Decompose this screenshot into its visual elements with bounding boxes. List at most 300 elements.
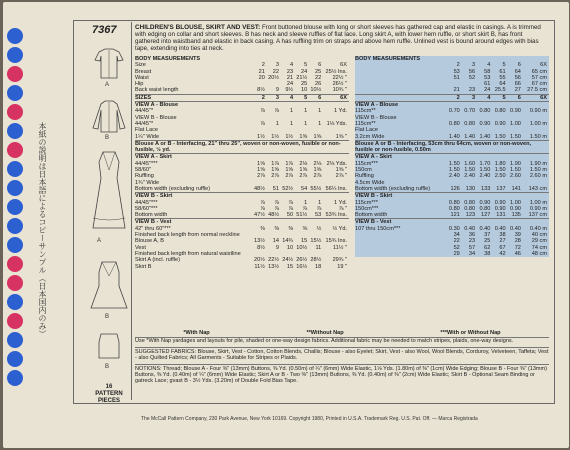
- color-dot: [7, 142, 23, 158]
- table-cell: ½ Yd.: [332, 225, 347, 232]
- table-cell: 131: [496, 212, 506, 219]
- table-cell: 137: [496, 185, 506, 192]
- table-cell: 67: [499, 244, 506, 251]
- table-row: [135, 94, 349, 101]
- row-label: Flat Lace: [135, 127, 159, 134]
- table-cell: 0.80: [494, 108, 506, 115]
- table-cell: 0.30: [448, 225, 460, 232]
- color-dot: [7, 161, 23, 177]
- table-cell: 20½: [254, 257, 265, 264]
- table-cell: 2⅞: [313, 173, 322, 180]
- table-cell: 53: [453, 68, 460, 75]
- table-cell: 51½: [296, 212, 308, 219]
- color-dot: [7, 294, 23, 310]
- table-cell: 1.40: [464, 133, 476, 140]
- pieces-label-2: PIECES: [97, 398, 120, 404]
- table-cell: 22½: [268, 257, 279, 264]
- row-label: Breast: [135, 68, 152, 75]
- section-title: VIEW B - Skirt: [135, 193, 349, 200]
- body-measurements-header: BODY MEASUREMENTS: [135, 56, 201, 62]
- table-row: [135, 87, 349, 94]
- table-cell: 1: [289, 120, 294, 127]
- row-label: Waist: [135, 74, 149, 81]
- table-cell: 22: [315, 74, 322, 81]
- table-cell: 0.80: [448, 199, 460, 206]
- table-cell: 72: [514, 244, 521, 251]
- table-cell: 65 cm: [531, 68, 547, 75]
- section-title: VIEW A - Skirt: [355, 154, 549, 161]
- pieces-label-1: PATTERN: [95, 391, 123, 397]
- row-label: 1¾" Wide: [135, 179, 160, 186]
- table-cell: 27: [499, 238, 506, 245]
- color-dot: [7, 218, 23, 234]
- table-cell: 54: [300, 185, 308, 192]
- table-cell: 15¾ Ins.: [325, 238, 347, 245]
- row-label: 42" thru 60"***: [135, 225, 171, 232]
- table-cell: 38: [499, 232, 506, 239]
- table-cell: 2⅞: [257, 173, 265, 180]
- table-cell: 1.00 m: [529, 120, 547, 127]
- table-cell: 23: [468, 87, 476, 94]
- table-cell: 1.50: [494, 133, 506, 140]
- table-cell: 53: [484, 74, 491, 81]
- table-cell: 1: [318, 199, 322, 206]
- table-cell: 0.80: [479, 108, 491, 115]
- color-dot: [7, 332, 23, 348]
- table-cell: 25½ Ins.: [325, 68, 347, 75]
- table-cell: 1: [318, 120, 322, 127]
- table-cell: 0.80: [464, 199, 476, 206]
- row-label: 107 thru 150cm***: [355, 225, 401, 232]
- table-cell: 2: [456, 62, 460, 69]
- color-dot: [7, 256, 23, 272]
- table-cell: 6: [517, 94, 521, 101]
- table-cell: 3: [471, 62, 476, 69]
- table-cell: 61: [499, 68, 506, 75]
- table-cell: 137 cm: [528, 212, 547, 219]
- table-cell: 1.40: [479, 133, 491, 140]
- table-cell: 52½: [282, 185, 294, 192]
- table-cell: 2⅛: [299, 160, 308, 167]
- color-dot: [7, 104, 23, 120]
- table-cell: ⅜: [274, 225, 279, 232]
- table-cell: 28½: [310, 257, 322, 264]
- table-cell: 1⅞: [285, 160, 294, 167]
- figure-label-b3: B: [105, 364, 110, 370]
- row-label: 115cm***: [355, 199, 378, 206]
- table-cell: 14¾: [282, 238, 294, 245]
- row-label: 3.2cm Wide: [355, 133, 385, 140]
- color-dot: [7, 275, 23, 291]
- row-label: 1¼" Wide: [135, 133, 160, 140]
- with-nap-legend: *With Nap: [183, 330, 210, 336]
- table-cell: 34: [468, 250, 476, 257]
- table-cell: 51: [272, 185, 279, 192]
- table-cell: 34: [453, 232, 460, 239]
- skirt-a-dress-sketch-icon: [89, 148, 129, 238]
- table-row: [355, 94, 549, 101]
- table-cell: 29¾ ": [332, 257, 347, 264]
- nap-legend: [135, 330, 549, 336]
- table-cell: 46: [514, 250, 521, 257]
- table-cell: 0.90: [494, 120, 506, 127]
- table-cell: 141: [511, 185, 521, 192]
- table-cell: 13½: [254, 238, 265, 245]
- table-cell: 11½: [254, 263, 265, 270]
- table-cell: 4: [487, 62, 491, 69]
- table-cell: 1⅝: [313, 167, 322, 174]
- table-cell: ⅜: [302, 225, 308, 232]
- suggested-fabrics: SUGGESTED FABRICS: Blouse, Skirt, Vest - Cotton, Cotton Blends, Challis; Blouse - also Eyelet; Skirt, Vest - also Wool, Wool Blends, Corduroy, Velveteen, Taffeta; Vest - also Quilted Fabrics; All Garments - Suitable for Stripes or Plaids.: [135, 348, 549, 362]
- table-cell: 51: [453, 74, 460, 81]
- table-cell: 126: [450, 185, 460, 192]
- row-label: 115cm***: [355, 160, 378, 167]
- table-cell: 2⅛ Yds.: [326, 160, 347, 167]
- table-cell: 1⅝: [257, 167, 265, 174]
- table-cell: 58: [484, 68, 491, 75]
- table-cell: 9: [275, 244, 279, 251]
- table-cell: 121: [450, 212, 460, 219]
- bottom-notes: [135, 330, 549, 385]
- table-cell: 135: [511, 212, 521, 219]
- row-label: 58/60": [135, 167, 151, 174]
- figure-label-a: A: [105, 82, 110, 88]
- table-cell: 21: [453, 87, 460, 94]
- table-cell: 21: [258, 68, 265, 75]
- table-cell: 74 cm: [531, 244, 547, 251]
- table-cell: 64: [514, 68, 521, 75]
- table-cell: ⅞: [260, 108, 265, 115]
- table-cell: 2.50: [494, 173, 506, 180]
- description-text: Front buttoned blouse with long or short sleeves has gathered cap and elastic in casings. A is trimmed with edging on collar and short sleeves. B has neck and sleeve ruffles of flat lace. Long skirt A, with lower hem ruffle, or short skirt B, has front gathered into waistband and elastic in back casing. A has ruffling trim on straps and above hem ruffle. Unlined vest is bound around edges with bias tape, extending into ties at neck.: [135, 24, 541, 52]
- table-cell: 1⅞: [271, 160, 279, 167]
- row-label: 4.5cm Wide: [355, 179, 385, 186]
- table-cell: 19 ": [337, 263, 347, 270]
- table-cell: 25: [315, 68, 322, 75]
- imperial-yardage-table: [135, 56, 349, 270]
- row-label: [355, 251, 447, 257]
- table-cell: 29: [453, 250, 460, 257]
- table-cell: 25: [300, 81, 308, 88]
- section-title: VIEW B - Vest: [355, 219, 549, 226]
- table-row: [355, 251, 549, 257]
- table-cell: 24½: [282, 257, 294, 264]
- table-cell: ⅞: [260, 205, 265, 212]
- table-cell: 15: [300, 238, 308, 245]
- table-cell: 15½: [310, 238, 322, 245]
- row-label: Skirt B: [135, 263, 152, 270]
- table-cell: 4: [289, 94, 294, 101]
- table-cell: 1: [289, 108, 294, 115]
- table-cell: 2.40: [464, 173, 476, 180]
- table-cell: 1.50: [510, 133, 521, 140]
- table-cell: 1⅝: [271, 167, 279, 174]
- table-cell: 1: [304, 108, 308, 115]
- row-label: SIZES: [135, 94, 152, 101]
- table-cell: 39: [514, 232, 521, 239]
- publisher-footer: The McCall Pattern Company, 230 Park Avenue, New York 10169. Copyright 1980, Printed in U.S.A. Trademark Reg. U.S. Pat. Off. — Marca Registrada: [141, 416, 478, 422]
- row-label: Finished back length from natural waistline: [135, 250, 241, 257]
- table-cell: ⅞: [288, 205, 294, 212]
- table-cell: 5: [304, 62, 308, 69]
- table-cell: 2.40: [448, 173, 460, 180]
- table-row: [135, 264, 349, 270]
- table-cell: 1.50: [448, 160, 460, 167]
- table-cell: 1.70: [479, 160, 491, 167]
- row-label: Finished back length from normal neckline: [135, 232, 240, 239]
- table-cell: 23: [286, 68, 294, 75]
- table-cell: 6X: [540, 94, 547, 101]
- table-cell: 2⅞ ": [335, 173, 347, 180]
- table-cell: 2⅞: [285, 173, 294, 180]
- description-block: [135, 24, 547, 52]
- section-title: VIEW B - Vest: [135, 219, 349, 226]
- pattern-number: 7367: [92, 24, 117, 36]
- table-cell: 0.90: [479, 120, 491, 127]
- table-cell: 1: [304, 120, 308, 127]
- notions: NOTIONS: Thread; Blouse A - Four ⅜" (13mm) Buttons, ⅜ Yd. (0.50m) of ¼" (6mm) Wide Elastic, 1⅛ Yds. (1.80m) of ⅜" (1cm) Wide Edging; Blouse B - Four ⅜" (13mm) Buttons, ⅜ Yd. (0.40m) of ¼" (6mm) Wide Elastic; Skirt A or B - Two ⅜" (13mm) Buttons, ⅜ Yd. (0.40m) of ⅜" (2cm) Wide Elastic; Skirt B - Optional Seam Binding or gatreck Lace; gvast B - 3½ Yds. (3.20m) of Double Fold Bias Tape.: [135, 364, 549, 385]
- table-cell: 56: [514, 74, 521, 81]
- table-cell: ⅜: [260, 225, 265, 232]
- table-cell: 28: [514, 238, 521, 245]
- table-cell: 0.70: [448, 108, 460, 115]
- table-cell: 1.00 m: [529, 199, 547, 206]
- table-cell: ⅞: [260, 199, 265, 206]
- body-measurements-header: BODY MEASUREMENTS: [355, 56, 421, 62]
- table-row: [355, 186, 549, 193]
- row-label: 44/45"***: [135, 199, 158, 206]
- table-cell: 21: [286, 74, 294, 81]
- left_table-table: [135, 56, 349, 270]
- table-cell: 8½: [257, 87, 265, 94]
- table-row: [355, 212, 549, 219]
- table-cell: 14: [272, 238, 279, 245]
- table-cell: 37: [484, 232, 491, 239]
- table-cell: 40 cm: [531, 232, 547, 239]
- table-cell: ⅞: [288, 199, 294, 206]
- table-cell: 6: [517, 62, 521, 69]
- table-cell: 2: [456, 94, 460, 101]
- table-cell: 2: [261, 94, 265, 101]
- table-cell: 1.50: [464, 167, 476, 174]
- row-label: 150cm: [355, 167, 372, 174]
- table-cell: 6X: [540, 62, 547, 69]
- vest-sketch-icon: [89, 332, 129, 362]
- table-cell: ⅞: [274, 108, 279, 115]
- section-title: VIEW B - Skirt: [355, 193, 549, 200]
- table-cell: 0.80: [464, 205, 476, 212]
- table-cell: 2.60 m: [529, 173, 547, 180]
- table-cell: 0.90: [494, 199, 506, 206]
- section-title: VIEW A - Skirt: [135, 154, 349, 161]
- table-cell: 1⅝: [257, 160, 265, 167]
- row-label: 44/45"***: [135, 160, 158, 167]
- table-cell: 0.40: [479, 225, 491, 232]
- table-cell: ⅞: [302, 205, 308, 212]
- table-cell: 4: [289, 62, 294, 69]
- table-cell: 1 Yd.: [334, 108, 347, 115]
- table-cell: 1½: [271, 133, 279, 140]
- table-row: [135, 134, 349, 141]
- pieces-number: 16: [105, 384, 113, 390]
- row-label: [355, 87, 447, 94]
- description-title: CHILDREN'S BLOUSE, SKIRT AND VEST:: [135, 24, 261, 31]
- table-cell: 1.50 m: [529, 133, 547, 140]
- table-cell: 1½: [257, 133, 265, 140]
- table-cell: 1.00: [510, 199, 521, 206]
- table-cell: ⅞: [274, 199, 279, 206]
- table-cell: 1.80: [494, 160, 506, 167]
- table-cell: 15: [286, 263, 294, 270]
- table-cell: 2⅞: [299, 173, 308, 180]
- row-label: 115cm**: [355, 120, 376, 127]
- row-label: Bottom width (excluding ruffle): [355, 185, 431, 192]
- table-cell: 143 cm: [528, 185, 547, 192]
- table-cell: 10½: [296, 244, 308, 251]
- table-cell: 1⅝ ": [335, 133, 347, 140]
- table-cell: 66: [514, 81, 521, 88]
- table-cell: 1⅝: [299, 133, 308, 140]
- row-label: [355, 94, 447, 101]
- row-label: Back waist length: [135, 87, 179, 94]
- table-cell: 1⅝: [299, 167, 308, 174]
- table-cell: ½: [316, 225, 322, 232]
- either-nap-legend: ***With or Without Nap: [440, 330, 501, 336]
- table-cell: 27: [514, 87, 521, 94]
- table-cell: 3: [275, 62, 279, 69]
- table-cell: 1: [275, 120, 279, 127]
- vertical-side-text: 本紙の説明は日本語によるコピーサンプル（日本国内のみ）: [38, 122, 47, 338]
- right_table-table: [355, 56, 549, 257]
- table-cell: 133: [481, 185, 491, 192]
- table-cell: 5: [502, 62, 506, 69]
- row-label: Vest: [135, 244, 146, 251]
- table-cell: 1.40: [448, 133, 460, 140]
- table-cell: 50: [286, 212, 294, 219]
- table-cell: 1.50: [494, 167, 506, 174]
- section-title: VIEW A - Blouse: [355, 102, 549, 109]
- color-dot: [7, 28, 23, 44]
- table-cell: 2.40: [479, 173, 491, 180]
- table-row: [135, 186, 349, 193]
- figure-label-b: B: [105, 135, 110, 141]
- nap-note: Use *With Nap yardages and layouts for pile, shaded or one-way design fabrics. Additional fabric may be needed to match stripes, plaids, one-way designs.: [135, 337, 549, 344]
- table-cell: 8½: [257, 244, 265, 251]
- color-dot: [7, 47, 23, 63]
- color-dot: [7, 313, 23, 329]
- table-cell: 48½: [254, 185, 265, 192]
- table-cell: 1.50 m: [529, 167, 547, 174]
- table-cell: 24: [484, 87, 491, 94]
- color-dot: [7, 123, 23, 139]
- section-title: Blouse A or B - Interfacing, 21" thru 25", woven or non-woven, fusible or non-fusible, ½ yd.: [135, 140, 349, 154]
- table-cell: 26½: [296, 257, 308, 264]
- table-cell: 22: [272, 68, 279, 75]
- table-cell: 47½: [254, 212, 265, 219]
- table-cell: 6X: [340, 62, 347, 69]
- table-cell: 25: [484, 238, 491, 245]
- table-cell: 57 cm: [531, 74, 547, 81]
- table-cell: 0.90: [479, 199, 491, 206]
- row-label: Ruffling: [355, 173, 374, 180]
- table-cell: 1⅛ Yds.: [326, 120, 347, 127]
- row-label: VIEW B - Blouse: [355, 114, 397, 121]
- table-cell: 0.40 m: [529, 225, 547, 232]
- table-cell: 1.90: [510, 160, 521, 167]
- table-cell: 25.5: [494, 87, 506, 94]
- table-cell: 0.40: [464, 225, 476, 232]
- color-dot: [7, 199, 23, 215]
- row-label: Bottom width: [355, 212, 388, 219]
- figure-label-a2: A: [97, 238, 102, 244]
- color-dot: [7, 237, 23, 253]
- table-cell: 6: [318, 94, 322, 101]
- table-cell: ⅞: [316, 205, 322, 212]
- table-cell: 1½: [285, 133, 294, 140]
- table-cell: 1 Yd.: [334, 199, 347, 206]
- table-cell: 29 cm: [531, 238, 547, 245]
- table-cell: 0.90: [510, 108, 521, 115]
- table-cell: 53: [315, 212, 322, 219]
- table-cell: 4: [487, 94, 491, 101]
- table-cell: 18: [315, 263, 322, 270]
- color-dot: [7, 66, 23, 82]
- section-title: Blouse A or B - Interfacing, 53cm thru 64cm, woven or non-woven, fusible or non-fusible, 0.50m: [355, 140, 549, 154]
- table-cell: 1.90 m: [529, 160, 547, 167]
- table-cell: 127: [481, 212, 491, 219]
- table-cell: 38: [484, 250, 491, 257]
- row-label: Ruffling: [135, 173, 154, 180]
- row-label: Bottom width (excluding ruffle): [135, 185, 211, 192]
- table-row: [355, 134, 549, 141]
- table-cell: 130: [465, 185, 476, 192]
- metric-yardage-table: [355, 56, 549, 257]
- table-cell: 57: [468, 244, 476, 251]
- table-cell: 1.50: [448, 167, 460, 174]
- table-cell: 20: [258, 74, 265, 81]
- table-cell: 0.90 m: [529, 205, 547, 212]
- table-cell: 0.80: [479, 205, 491, 212]
- table-cell: 0.70: [464, 108, 476, 115]
- row-label: VIEW B - Blouse: [135, 114, 177, 121]
- table-cell: 1.50: [479, 167, 491, 174]
- vest-skirt-b-sketch-icon: [89, 258, 129, 314]
- pattern-envelope: [3, 2, 569, 448]
- table-cell: 55½: [310, 185, 322, 192]
- table-cell: 1: [304, 199, 308, 206]
- table-cell: 13½: [268, 263, 279, 270]
- table-cell: 0.90: [510, 205, 521, 212]
- table-cell: 22: [453, 238, 460, 245]
- table-cell: 10¾ ": [332, 87, 347, 94]
- table-cell: 0.80: [448, 205, 460, 212]
- table-cell: 61: [484, 81, 491, 88]
- table-cell: 67 cm: [531, 81, 547, 88]
- blouse-b-sketch-icon: [89, 98, 129, 134]
- table-cell: 9: [275, 87, 279, 94]
- table-cell: 2: [261, 62, 265, 69]
- table-cell: 11: [315, 244, 322, 251]
- table-cell: 6X: [340, 94, 347, 101]
- table-cell: ⅞: [260, 120, 265, 127]
- row-label: Bottom width: [135, 212, 168, 219]
- table-cell: 48 cm: [531, 250, 547, 257]
- table-cell: 1.00: [510, 120, 521, 127]
- table-cell: 0.80: [448, 120, 460, 127]
- table-cell: 21½: [296, 74, 308, 81]
- color-dot: [7, 370, 23, 386]
- table-cell: 26: [315, 81, 322, 88]
